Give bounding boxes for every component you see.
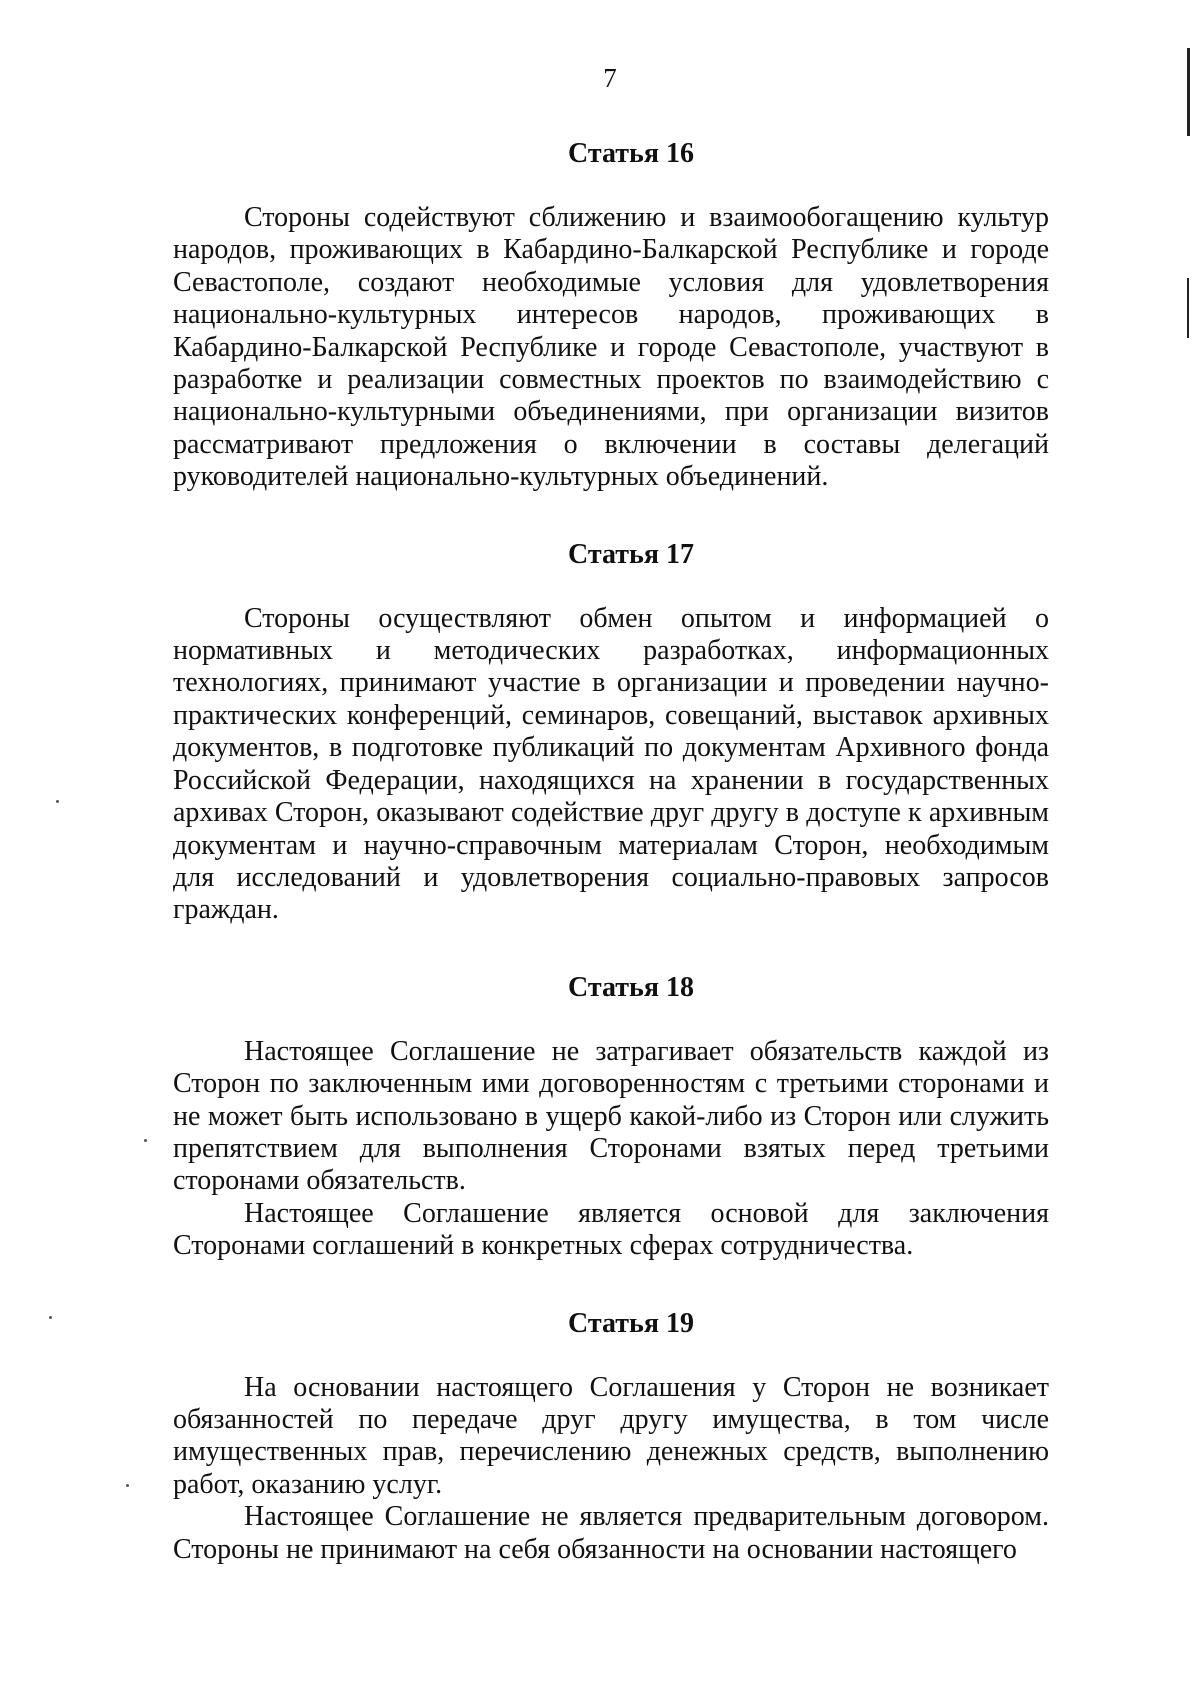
article-16 [173,138,1049,494]
document-body [173,138,1049,1566]
article-17 [173,539,1049,927]
article-heading: Статья 16 [568,138,694,169]
article-heading: Статья 17 [568,538,694,570]
article-paragraph: Настоящее Соглашение не затрагивает обязательств каждой из Сторон по заключенным ими договоренностям с третьими сторонами и не может быть использовано в ущерб какой-либо из Сторон или служить препятствием для выполнения Сторонами взятых перед третьими сторонами обязательств. [173,1035,1049,1197]
article-18 [173,972,1049,1263]
article-paragraph: На основании настоящего Соглашения у Сторон не возникает обязанностей по передаче друг другу имущества, в том числе имущественных прав, перечислению денежных средств, выполнению работ, оказанию услуг. [173,1371,1049,1500]
scan-speck [126,1484,129,1487]
scan-speck [56,800,59,803]
article-paragraph: Стороны содействуют сближению и взаимообогащению культур народов, проживающих в Кабардино-Балкарской Республике и городе Севастополе, создают необходимые условия для удовлетворения национально-культурных интересов народов, проживающих в Кабардино-Балкарской Республике и городе Севастополе, участвуют в разработке и реализации совместных проектов по взаимодействию с национально-культурными объединениями, при организации визитов рассматривают предложения о включении в составы делегаций руководителей национально-культурных объединений. [173,202,1049,493]
article-paragraph: Настоящее Соглашение является основой для заключения Сторонами соглашений в конкретных сферах сотрудничества. [173,1197,1049,1262]
scan-edge-mark [1187,48,1190,136]
page-number: 7 [603,63,617,93]
article-paragraph: Настоящее Соглашение не является предварительным договором. Стороны не принимают на себя обязанности на основании настоящего [173,1501,1049,1565]
article-heading: Статья 19 [568,1307,694,1339]
scan-speck [144,1139,147,1142]
scan-edge-mark [1187,278,1189,338]
scan-speck [49,1316,52,1319]
article-heading: Статья 18 [568,971,694,1003]
article-paragraph: Стороны осуществляют обмен опытом и информацией о нормативных и методических разработках, информационных технологиях, принимают участие в организации и проведении научно-практических конференций, семинаров, совещаний, выставок архивных документов, в подготовке публикаций по документам Архивного фонда Российской Федерации, находящихся на хранении в государственных архивах Сторон, оказывают содействие друг другу в доступе к архивным документам и научно-справочным материалам Сторон, необходимым для исследований и удовлетворения социально-правовых запросов граждан. [173,602,1049,926]
article-19 [173,1308,1049,1566]
